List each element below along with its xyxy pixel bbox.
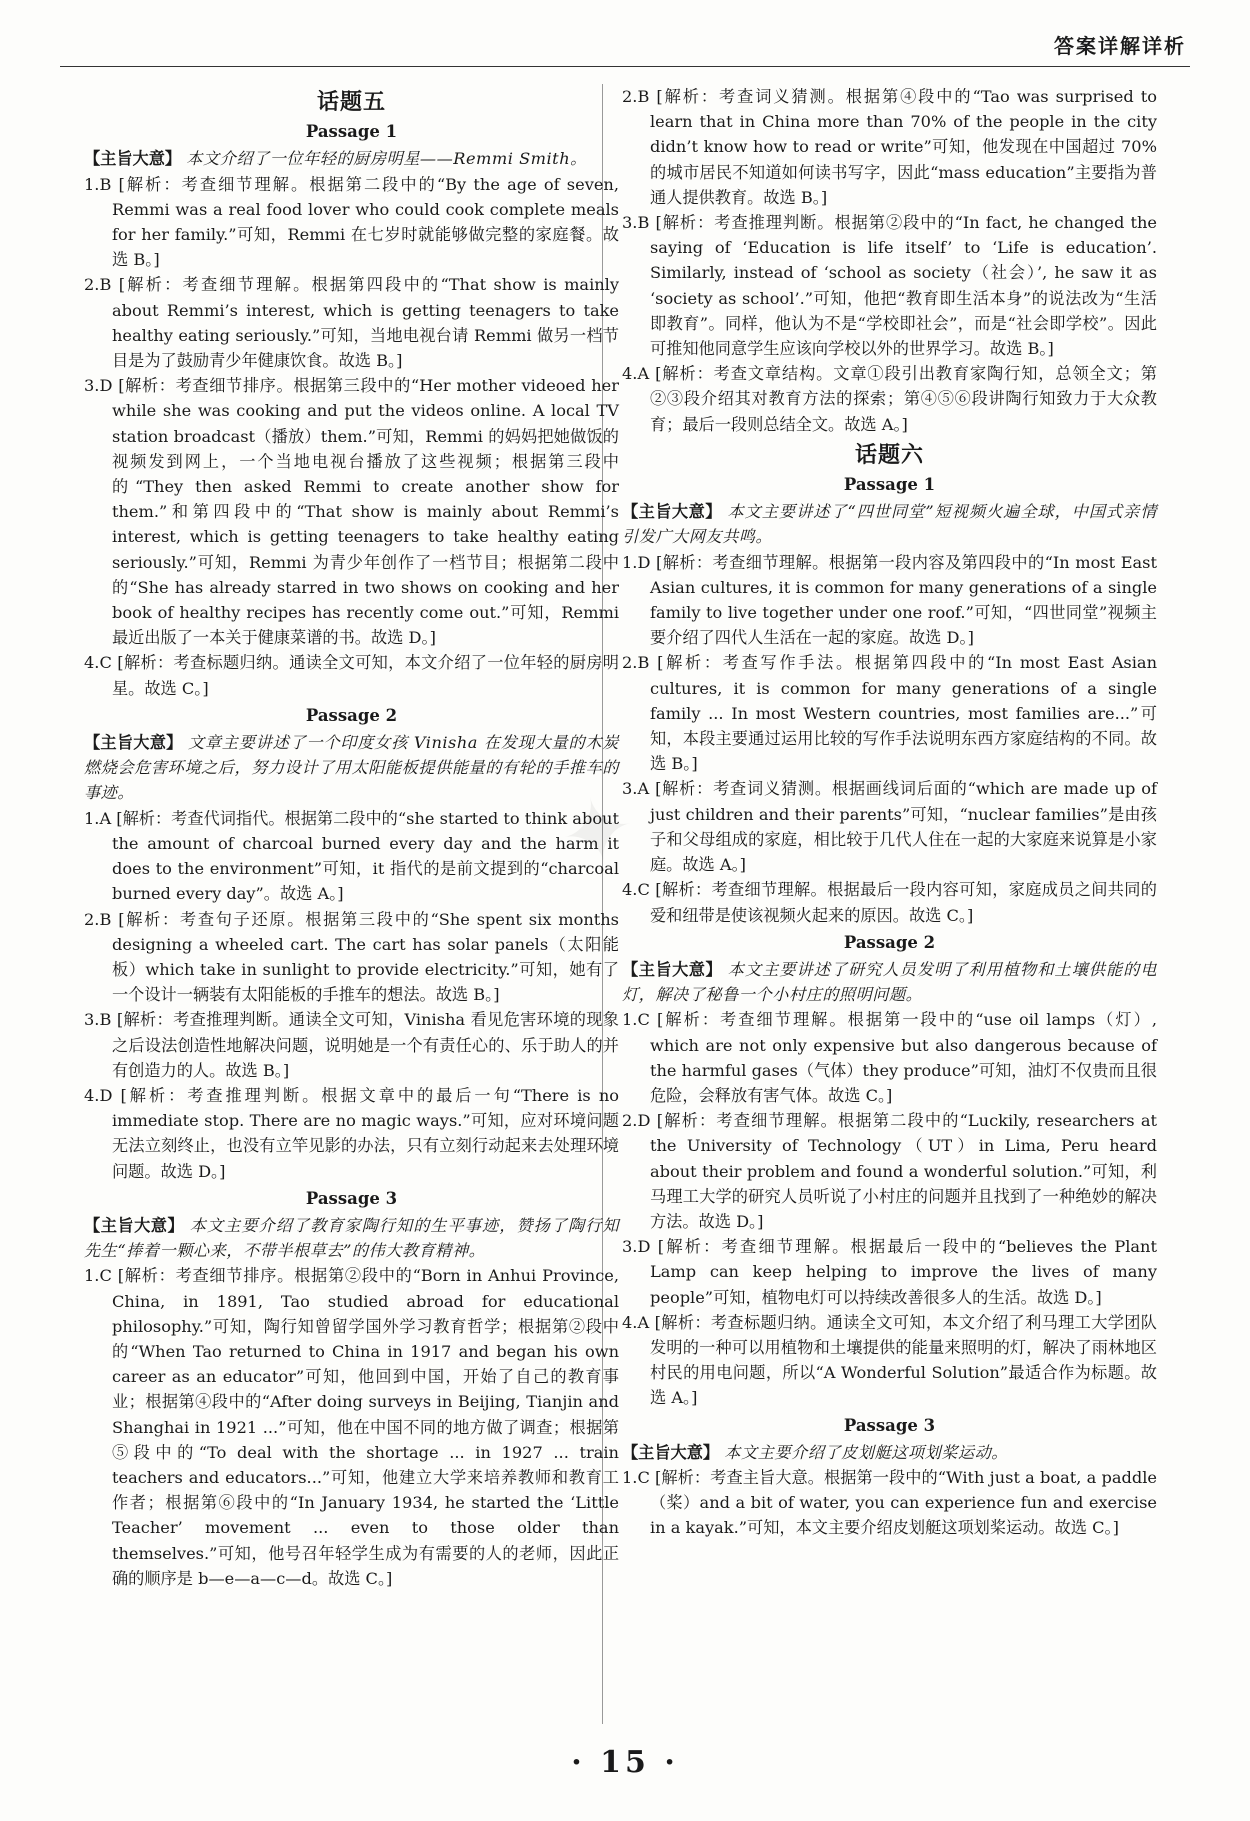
answer-item: 3.D [解析：考查细节理解。根据最后一段中的“believes the Plant Lamp can keep helping to improve the lives of many people”可知，植物电灯可以持续改善很多人的生活。故选 D。] [622,1237,1157,1307]
summary-text: 本文主要介绍了皮划艇这项划桨运动。 [724,1442,1008,1462]
summary-text: 文章主要讲述了一个印度女孩 Vinisha 在发现大量的木炭燃烧会危害环境之后，努力设计了用太阳能板提供能量的有轮的手推车的事迹。 [84,733,619,803]
answer-item: 1.A [解析：考查代词指代。根据第二段中的“she started to think about the amount of charcoal burned every day and the harm it does to the environment”可知，it 指代的是前文提到的“charcoal burned every day”。故选 A。] [84,808,619,904]
summary [84,730,619,806]
header-title: 答案详解详析 [1054,34,1186,58]
answer-item: 3.D [解析：考查细节排序。根据第三段中的“Her mother videoed her while she was cooking and put the videos online. A local TV station broadcast（播放）them.”可知，Remmi 的妈妈把她做饭的视频发到网上，一个当地电视台播放了这些视频；根据第三段中的“They then asked Remmi to create another show for them.”和第四段中的“That show is mainly about Remmi’s interest, which is getting teenagers to take healthy eating seriously.”可知，Remmi 为青少年创作了一档节目；根据第二段中的“She has already starred in two shows on cooking and her book of healthy recipes has recently come out.”可知，Remmi 最近出版了一本关于健康菜谱的书。故选 D。] [84,376,619,648]
passage-title: Passage 2 [305,705,398,725]
answer-item: 4.A [解析：考查标题归纳。通读全文可知，本文介绍了利马理工大学团队发明的一种可以用植物和土壤提供的能量来照明的灯，解决了雨林地区村民的用电问题，所以“A Wonderful Solution”最适合作为标题。故选 A。] [622,1312,1157,1408]
passage-block [622,930,1157,1411]
answer-item: 3.B [解析：考查推理判断。根据第②段中的“In fact, he changed the saying of ‘Education is life itself’ to ‘Life is education’. Similarly, instead of ‘school as society（社会）’, he saw it as ‘society as school’.”可知，他把“教育即生活本身”的说法改为“生活即教育”。同样，他认为不是“学校即社会”，而是“社会即学校”。因此可推知他同意学生应该向学校以外的世界学习。故选 B。] [622,213,1157,359]
answer-item: 1.B [解析：考查细节理解。根据第二段中的“By the age of seven, Remmi was a real food lover who could cook complete meals for her family.”可知，Remmi 在七岁时就能够做完整的家庭餐。故选 B。] [84,174,619,270]
answer-item: 4.C [解析：考查细节理解。根据最后一段内容可知，家庭成员之间共同的爱和纽带是使该视频火起来的原因。故选 C。] [622,880,1157,925]
summary [622,499,1157,549]
summary-text: 本文主要讲述了“四世同堂”短视频火遍全球，中国式亲情引发广大网友共鸣。 [622,502,1157,547]
answer-item: 4.A [解析：考查文章结构。文章①段引出教育家陶行知，总领全文；第②③段介绍其对教育方法的探索；第④⑤⑥段讲陶行知致力于大众教育；最后一段则总结全文。故选 A。] [622,364,1157,434]
summary [622,957,1157,1007]
right-column [622,84,1157,1541]
summary-tag: 【主旨大意】 [84,1215,185,1235]
answer-item: 2.B [解析：考查写作手法。根据第四段中的“In most East Asian cultures, it is common for many generations of a single family ... In most Western countries, most families are...”可知，本段主要通过运用比较的写作手法说明东西方家庭结构的不同。故选 B。] [622,653,1157,774]
answer-item: 4.D [解析：考查推理判断。根据文章中的最后一句“There is no immediate stop. There are no magic ways.”可知，应对环境问题无法立刻终止，也没有立竿见影的办法，只有立刻行动起来去处理环境问题。故选 D。] [84,1085,619,1181]
passage-block [622,1413,1157,1541]
left-column [84,84,619,1591]
summary-text: 本文主要讲述了研究人员发明了利用植物和土壤供能的电灯，解决了秘鲁一个小村庄的照明问题。 [622,959,1158,1005]
topic-title: 话题六 [854,441,924,468]
header-rule [60,66,1190,67]
answer-item: 2.B [解析：考查词义猜测。根据第④段中的“Tao was surprised to learn that in China more than 70% of the people in the city didn’t know how to read or write”可知，他发现在中国超过 70% 的城市居民不知道如何读书写字，因此“mass education”主要指为普通人提供教育。故选 B。] [622,87,1157,207]
answer-item: 1.C [解析：考查主旨大意。根据第一段中的“With just a boat, a paddle（桨）and a bit of water, you can experience fun and exercise in a kayak.”可知，本文主要介绍皮划艇这项划桨运动。故选 C。] [622,1467,1157,1538]
answer-item: 3.B [解析：考查推理判断。通读全文可知，Vinisha 看见危害环境的现象之后设法创造性地解决问题，说明她是一个有责任心的、乐于助人的并有创造力的人。故选 B。] [84,1010,619,1080]
summary-tag: 【主旨大意】 [622,1442,720,1462]
summary-tag: 【主旨大意】 [622,959,723,979]
summary-text: 本文主要介绍了教育家陶行知的生平事迹，赞扬了陶行知先生“捧着一颗心来，不带半根草去”的伟大教育精神。 [84,1215,620,1261]
passage-title: Passage 2 [843,932,936,952]
summary [622,1440,1157,1465]
answer-item: 1.D [解析：考查细节理解。根据第一段内容及第四段中的“In most East Asian cultures, it is common for many generations of a single family to live together under one roof.”可知，“四世同堂”视频主要介绍了四代人生活在一起的家庭。故选 D。] [622,552,1157,648]
passage-block [84,1186,619,1591]
summary-tag: 【主旨大意】 [622,502,722,522]
passage-title: Passage 1 [843,475,936,495]
answer-item: 4.C [解析：考查标题归纳。通读全文可知，本文介绍了一位年轻的厨房明星。故选 C。] [84,653,619,698]
summary-tag: 【主旨大意】 [84,149,182,169]
watermark: ✦ [549,773,646,892]
answer-item: 1.C [解析：考查细节理解。根据第一段中的“use oil lamps（灯）, which are not only expensive but also dangerous because of the harmful gases（气体）they produce”可知，油灯不仅贵而且很危险，会释放有害气体。故选 C。] [622,1010,1157,1105]
summary [84,146,619,171]
summary [84,1213,619,1263]
passage-title: Passage 3 [305,1188,398,1208]
passage-block [84,703,619,1184]
summary-tag: 【主旨大意】 [84,733,183,753]
answer-item: 2.B [解析：考查细节理解。根据第四段中的“That show is mainly about Remmi’s interest, which is getting teenagers to take healthy eating seriously.”可知，当地电视台请 Remmi 做另一档节目是为了鼓励青少年健康饮食。故选 B。] [84,275,619,371]
topic-title: 话题五 [316,89,386,115]
answer-item: 2.B [解析：考查句子还原。根据第三段中的“She spent six months designing a wheeled cart. The cart has solar panels（太阳能板）which take in sunlight to provide electricity.”可知，她有了一个设计一辆装有太阳能板的手推车的想法。故选 B。] [84,909,619,1005]
answer-item: 3.A [解析：考查词义猜测。根据画线词后面的“which are made up of just children and their parents”可知，“nuclear families”是由孩子和父母组成的家庭，相比较于几代人住在一起的大家庭来说算是小家庭。故选 A。] [622,779,1157,875]
passage-block [622,472,1157,928]
answer-item: 1.C [解析：考查细节排序。根据第②段中的“Born in Anhui Province, China, in 1891, Tao studied abroad for educational philosophy.”可知，陶行知曾留学国外学习教育哲学；根据第②段中的“When Tao returned to China in 1917 and began his own career as an educator”可知，他回到中国，开始了自己的教育事业；根据第④段中的“After doing surveys in Beijing, Tianjin and Shanghai in 1921 ...”可知，他在中国不同的地方做了调查；根据第⑤段中的“To deal with the shortage ... in 1927 ... train teachers and educators...”可知，他建立大学来培养教师和教育工作者；根据第⑥段中的“In January 1934, he started the ‘Little Teacher’ movement ... even to those older than themselves.”可知，他号召年轻学生成为有需要的人的老师，因此正确的顺序是 b—e—a—c—d。故选 C。] [84,1266,619,1588]
answer-item: 2.D [解析：考查细节理解。根据第二段中的“Luckily, researchers at the University of Technology（UT）in Lima, Peru heard about their problem and found a wonderful solution.”可知，利马理工大学的研究人员听说了小村庄的问题并且找到了一种绝妙的解决方法。故选 D。] [622,1111,1157,1231]
passage-title: Passage 1 [305,122,398,142]
passage-block [84,119,619,701]
summary-text: 本文介绍了一位年轻的厨房明星——Remmi Smith。 [186,149,587,169]
passage-title: Passage 3 [843,1415,936,1435]
page-number: · 15 · [571,1745,679,1780]
